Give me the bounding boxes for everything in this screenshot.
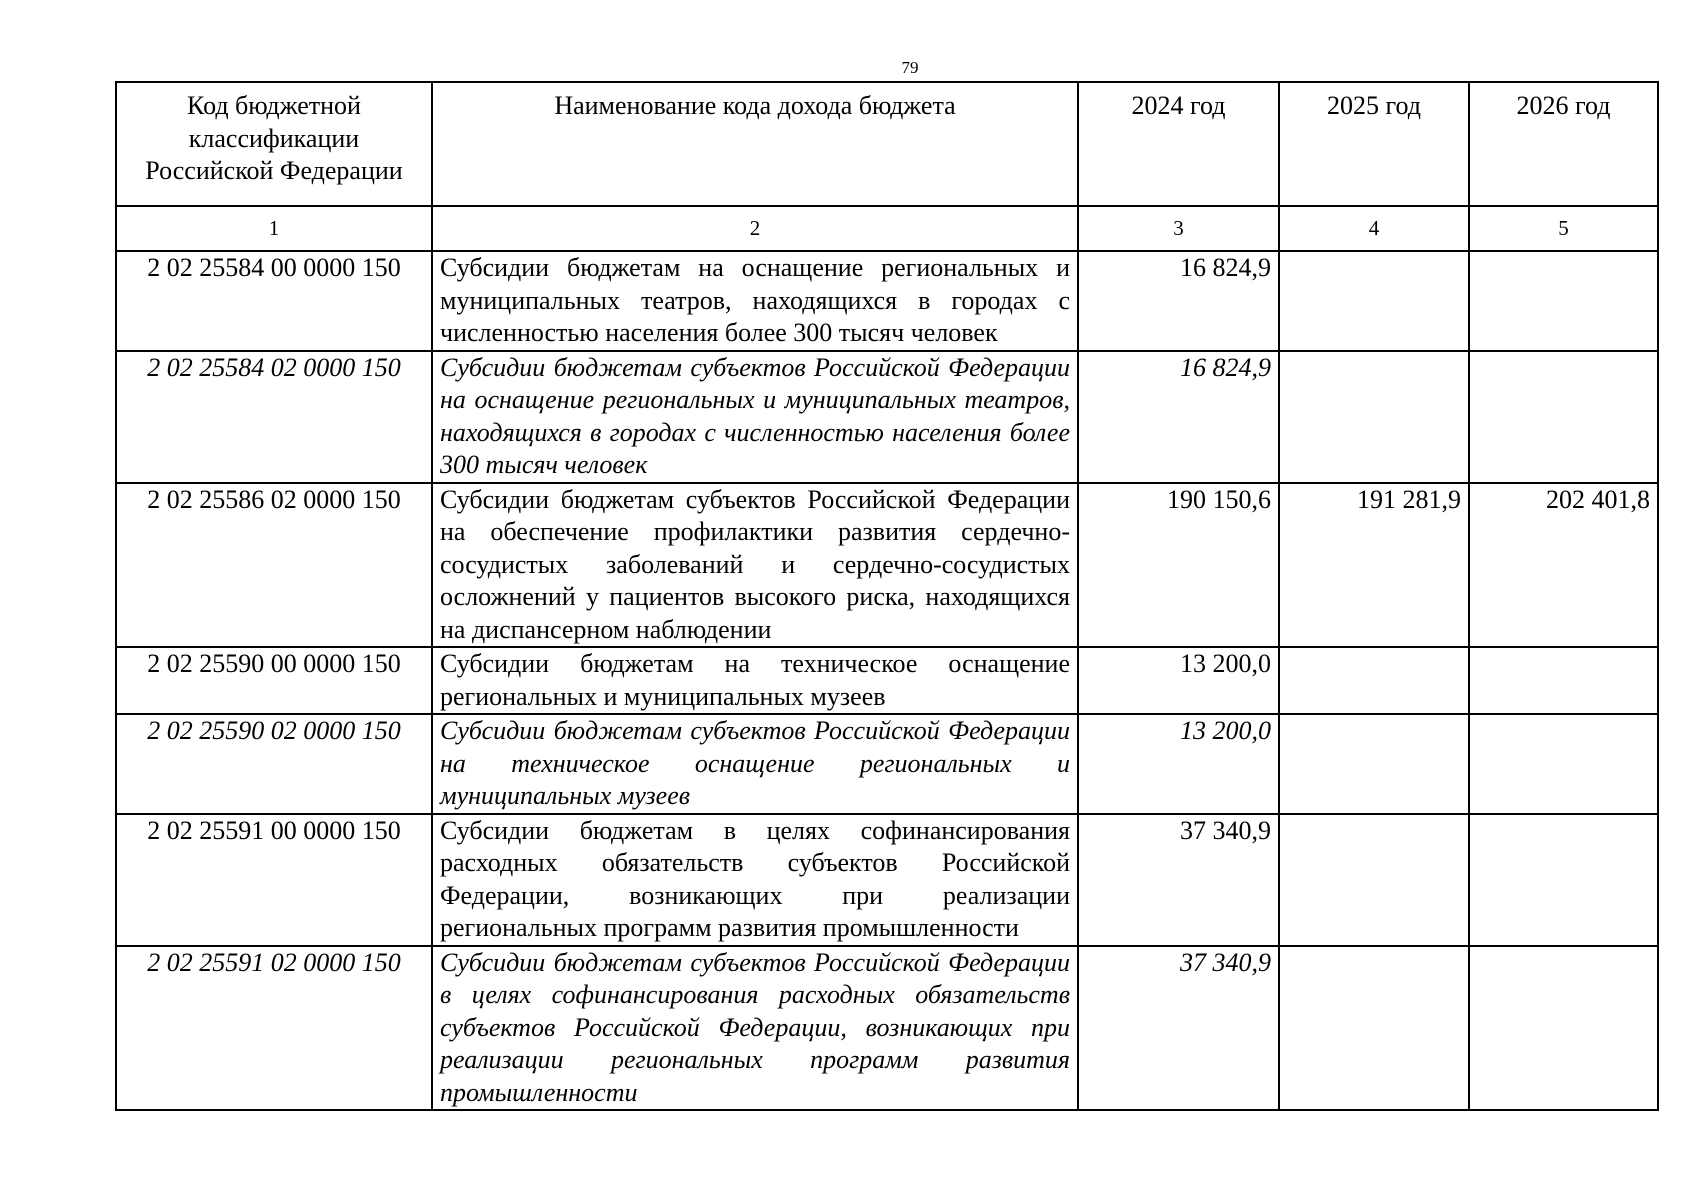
amount-2024-cell: 37 340,9 [1078, 814, 1279, 946]
revenue-name-cell: Субсидии бюджетам на оснащение региональных и муниципальных театров, находящихся в городах с численностью населения более 300 тысяч человек [432, 251, 1078, 351]
amount-2026-cell [1469, 647, 1658, 714]
amount-2025-cell [1279, 814, 1469, 946]
revenue-name-cell: Субсидии бюджетам в целях софинансирования расходных обязательств субъектов Российской Федерации, возникающих при реализации региональных программ развития промышленности [432, 814, 1078, 946]
budget-code-cell: 2 02 25591 00 0000 150 [116, 814, 432, 946]
budget-code-cell: 2 02 25591 02 0000 150 [116, 946, 432, 1111]
column-number: 2 [432, 206, 1078, 251]
column-number: 5 [1469, 206, 1658, 251]
amount-2026-cell [1469, 351, 1658, 483]
table-row [116, 251, 1658, 351]
budget-code-cell: 2 02 25590 00 0000 150 [116, 647, 432, 714]
revenue-name-cell: Субсидии бюджетам субъектов Российской Федерации в целях софинансирования расходных обязательств субъектов Российской Федерации, возникающих при реализации региональных программ развития промышленности [432, 946, 1078, 1111]
table-row [116, 714, 1658, 814]
table-row [116, 647, 1658, 714]
header-name: Наименование кода дохода бюджета [432, 82, 1078, 206]
amount-2024-cell: 16 824,9 [1078, 351, 1279, 483]
header-2026: 2026 год [1469, 82, 1658, 206]
amount-2025-cell [1279, 251, 1469, 351]
amount-2024-cell: 13 200,0 [1078, 714, 1279, 814]
column-number: 3 [1078, 206, 1279, 251]
amount-2026-cell [1469, 714, 1658, 814]
header-2025: 2025 год [1279, 82, 1469, 206]
table-row [116, 946, 1658, 1111]
budget-revenue-table [115, 81, 1659, 1111]
column-number: 4 [1279, 206, 1469, 251]
revenue-name-cell: Субсидии бюджетам на техническое оснащение региональных и муниципальных музеев [432, 647, 1078, 714]
amount-2024-cell: 13 200,0 [1078, 647, 1279, 714]
budget-code-cell: 2 02 25590 02 0000 150 [116, 714, 432, 814]
budget-code-cell: 2 02 25584 00 0000 150 [116, 251, 432, 351]
table-body [116, 251, 1658, 1110]
revenue-name-cell: Субсидии бюджетам субъектов Российской Федерации на обеспечение профилактики развития сердечно-сосудистых заболеваний и сердечно-сосудистых осложнений у пациентов высокого риска, находящихся на диспансерном наблюдении [432, 483, 1078, 648]
amount-2026-cell: 202 401,8 [1469, 483, 1658, 648]
table-header-row [116, 82, 1658, 206]
amount-2026-cell [1469, 946, 1658, 1111]
amount-2026-cell [1469, 251, 1658, 351]
table-row [116, 814, 1658, 946]
amount-2025-cell [1279, 946, 1469, 1111]
header-code: Код бюджетной классификации Российской Федерации [116, 82, 432, 206]
table-row [116, 351, 1658, 483]
table-row [116, 483, 1658, 648]
budget-code-cell: 2 02 25586 02 0000 150 [116, 483, 432, 648]
amount-2025-cell [1279, 647, 1469, 714]
amount-2024-cell: 16 824,9 [1078, 251, 1279, 351]
column-number: 1 [116, 206, 432, 251]
page-number: 79 [901, 58, 919, 77]
amount-2026-cell [1469, 814, 1658, 946]
amount-2025-cell [1279, 351, 1469, 483]
amount-2025-cell [1279, 714, 1469, 814]
amount-2025-cell: 191 281,9 [1279, 483, 1469, 648]
amount-2024-cell: 190 150,6 [1078, 483, 1279, 648]
column-number-row [116, 206, 1658, 251]
header-2024: 2024 год [1078, 82, 1279, 206]
amount-2024-cell: 37 340,9 [1078, 946, 1279, 1111]
budget-code-cell: 2 02 25584 02 0000 150 [116, 351, 432, 483]
revenue-name-cell: Субсидии бюджетам субъектов Российской Федерации на техническое оснащение региональных и муниципальных музеев [432, 714, 1078, 814]
revenue-name-cell: Субсидии бюджетам субъектов Российской Федерации на оснащение региональных и муниципальных театров, находящихся в городах с численностью населения более 300 тысяч человек [432, 351, 1078, 483]
